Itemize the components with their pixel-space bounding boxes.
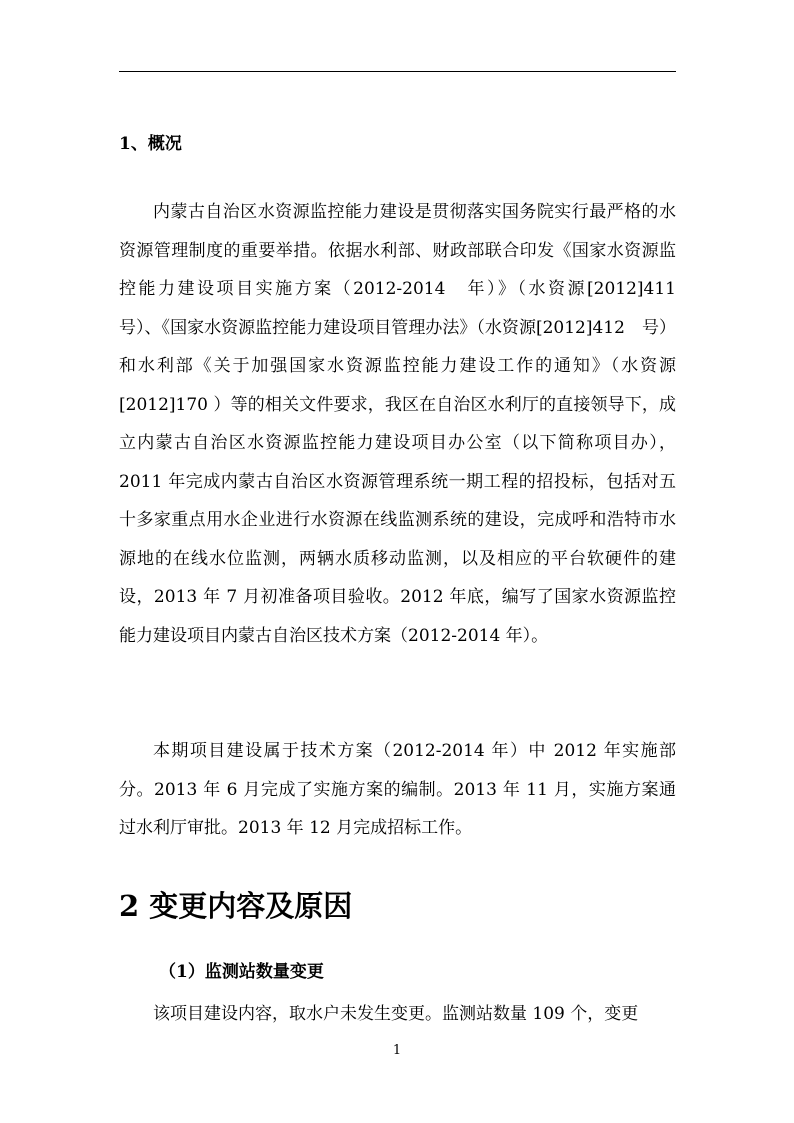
section-heading-overview: 1、概况 — [119, 134, 182, 154]
page-number: 1 — [392, 1043, 402, 1058]
section-heading-changes: 2 变更内容及原因 — [119, 889, 353, 923]
paragraph-project-phase: 本期项目建设属于技术方案（2012-2014 年）中 2012 年实施部分。2013 年 6 月完成了实施方案的编制。2013 年 11 月，实施方案通过水利厅审批。2013 年 12 月完成招标工作。 — [119, 741, 676, 838]
paragraph-overview: 内蒙古自治区水资源监控能力建设是贯彻落实国务院实行最严格的水资源管理制度的重要举措。依据水利部、财政部联合印发《国家水资源监控能力建设项目实施方案（2012-2014 年）》（水资源[2012]411 号）、《国家水资源监控能力建设项目管理办法》（水资源[2012]412 号）和水利部《关于加强国家水资源监控能力建设工作的通知》（水资源[2012]170 ）等的相关文件要求，我区在自治区水利厅的直接领导下，成立内蒙古自治区水资源监控能力建设项目办公室（以下简称项目办），2011 年完成内蒙古自治区水资源管理系统一期工程的招投标，包括对五十多家重点用水企业进行水资源在线监测系统的建设，完成呼和浩特市水源地的在线水位监测，两辆水质移动监测，以及相应的平台软硬件的建设，2013 年 7 月初准备项目验收。2012 年底，编写了国家水资源监控能力建设项目内蒙古自治区技术方案（2012-2014 年）。 — [119, 202, 693, 646]
subheading-station-count: （1）监测站数量变更 — [159, 962, 324, 982]
paragraph-station-count: 该项目建设内容，取水户未发生变更。监测站数量 109 个，变更 — [153, 1004, 639, 1024]
header-rule — [119, 71, 676, 72]
